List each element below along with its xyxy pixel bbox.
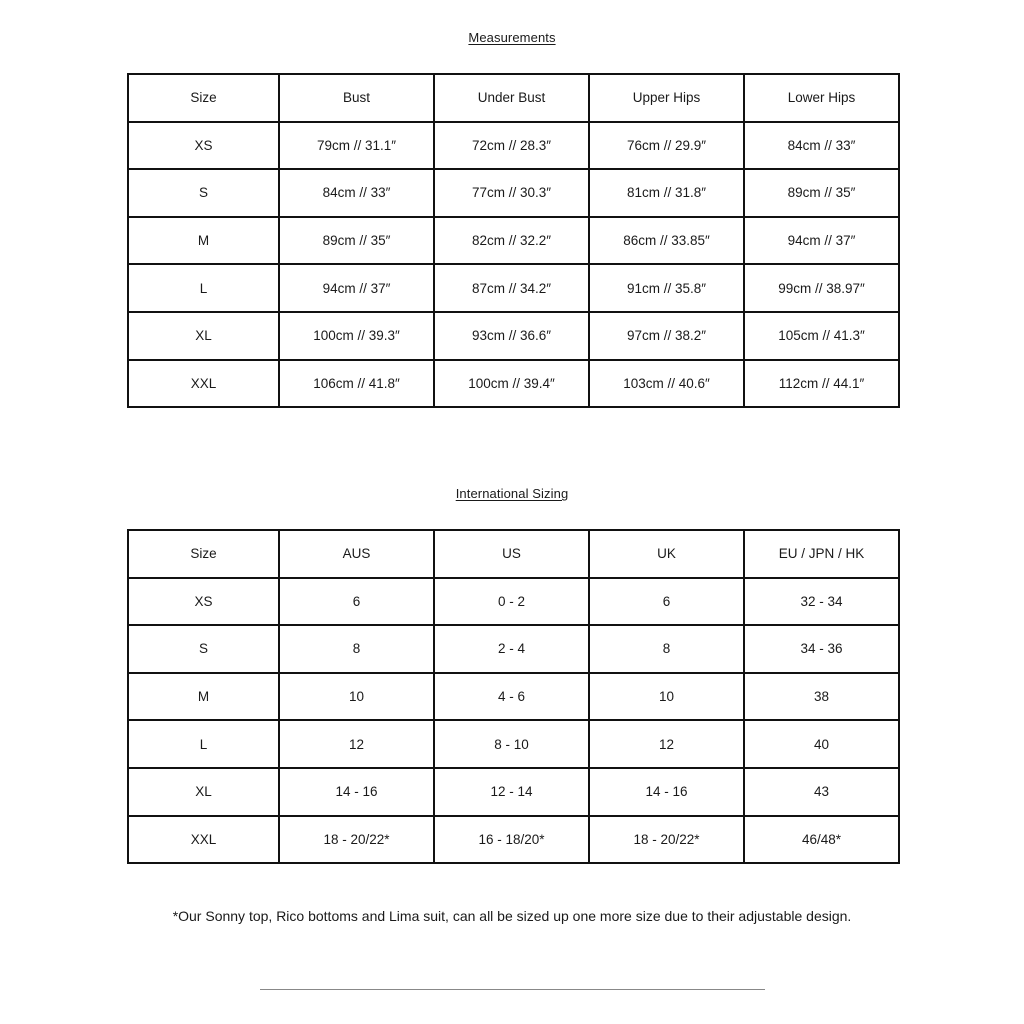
table-cell: 97cm // 38.2″ — [589, 312, 744, 360]
table-cell: 93cm // 36.6″ — [434, 312, 589, 360]
table-cell: 89cm // 35″ — [744, 169, 899, 217]
international-sizing-table — [127, 529, 900, 864]
table-row — [128, 169, 899, 217]
table-cell: 77cm // 30.3″ — [434, 169, 589, 217]
measurements-title: Measurements — [468, 30, 556, 45]
table-cell: 103cm // 40.6″ — [589, 360, 744, 408]
column-header: Upper Hips — [589, 74, 744, 122]
table-cell: 72cm // 28.3″ — [434, 122, 589, 170]
table-cell: 89cm // 35″ — [279, 217, 434, 265]
table-row — [128, 625, 899, 673]
table-cell: 76cm // 29.9″ — [589, 122, 744, 170]
table-cell: 81cm // 31.8″ — [589, 169, 744, 217]
table-cell: 99cm // 38.97″ — [744, 264, 899, 312]
table-cell: 38 — [744, 673, 899, 721]
table-cell: 94cm // 37″ — [279, 264, 434, 312]
column-header: US — [434, 530, 589, 578]
table-cell: 79cm // 31.1″ — [279, 122, 434, 170]
column-header: EU / JPN / HK — [744, 530, 899, 578]
table-cell: 0 - 2 — [434, 578, 589, 626]
table-row — [128, 264, 899, 312]
table-cell: 46/48* — [744, 816, 899, 864]
table-cell: 14 - 16 — [279, 768, 434, 816]
column-header: Lower Hips — [744, 74, 899, 122]
table-cell: 100cm // 39.3″ — [279, 312, 434, 360]
table-cell: 87cm // 34.2″ — [434, 264, 589, 312]
table-cell: 10 — [279, 673, 434, 721]
table-row — [128, 578, 899, 626]
table-cell: 32 - 34 — [744, 578, 899, 626]
table-cell: 8 - 10 — [434, 720, 589, 768]
table-cell: 16 - 18/20* — [434, 816, 589, 864]
table-cell: 6 — [589, 578, 744, 626]
measurements-table-body — [128, 74, 899, 407]
measurements-table — [127, 73, 900, 408]
table-cell: 105cm // 41.3″ — [744, 312, 899, 360]
table-cell: 6 — [279, 578, 434, 626]
table-row — [128, 217, 899, 265]
table-row — [128, 768, 899, 816]
size-cell: XS — [128, 122, 279, 170]
size-cell: M — [128, 217, 279, 265]
table-row — [128, 673, 899, 721]
column-header: Under Bust — [434, 74, 589, 122]
table-cell: 8 — [279, 625, 434, 673]
column-header: Size — [128, 530, 279, 578]
sizing-footnote: *Our Sonny top, Rico bottoms and Lima suit, can all be sized up one more size due to their adjustable design. — [172, 908, 852, 924]
size-cell: M — [128, 673, 279, 721]
table-row — [128, 816, 899, 864]
table-cell: 112cm // 44.1″ — [744, 360, 899, 408]
table-row — [128, 360, 899, 408]
table-cell: 18 - 20/22* — [279, 816, 434, 864]
table-cell: 84cm // 33″ — [744, 122, 899, 170]
size-cell: XXL — [128, 816, 279, 864]
table-cell: 10 — [589, 673, 744, 721]
column-header: AUS — [279, 530, 434, 578]
table-row — [128, 312, 899, 360]
table-cell: 40 — [744, 720, 899, 768]
table-cell: 2 - 4 — [434, 625, 589, 673]
table-row — [128, 720, 899, 768]
table-row — [128, 122, 899, 170]
table-cell: 94cm // 37″ — [744, 217, 899, 265]
table-cell: 91cm // 35.8″ — [589, 264, 744, 312]
size-cell: XL — [128, 768, 279, 816]
table-header-row — [128, 74, 899, 122]
table-cell: 12 — [589, 720, 744, 768]
table-cell: 43 — [744, 768, 899, 816]
table-cell: 4 - 6 — [434, 673, 589, 721]
column-header: UK — [589, 530, 744, 578]
table-cell: 12 - 14 — [434, 768, 589, 816]
table-cell: 84cm // 33″ — [279, 169, 434, 217]
table-cell: 82cm // 32.2″ — [434, 217, 589, 265]
size-cell: XXL — [128, 360, 279, 408]
table-cell: 18 - 20/22* — [589, 816, 744, 864]
size-cell: S — [128, 625, 279, 673]
table-cell: 86cm // 33.85″ — [589, 217, 744, 265]
table-cell: 8 — [589, 625, 744, 673]
table-cell: 100cm // 39.4″ — [434, 360, 589, 408]
size-cell: XL — [128, 312, 279, 360]
size-cell: L — [128, 720, 279, 768]
bottom-divider — [260, 989, 765, 990]
size-cell: L — [128, 264, 279, 312]
table-cell: 14 - 16 — [589, 768, 744, 816]
size-cell: S — [128, 169, 279, 217]
column-header: Size — [128, 74, 279, 122]
table-header-row — [128, 530, 899, 578]
column-header: Bust — [279, 74, 434, 122]
size-cell: XS — [128, 578, 279, 626]
international-sizing-title: International Sizing — [455, 486, 569, 501]
table-cell: 106cm // 41.8″ — [279, 360, 434, 408]
international-table-body — [128, 530, 899, 863]
table-cell: 12 — [279, 720, 434, 768]
table-cell: 34 - 36 — [744, 625, 899, 673]
